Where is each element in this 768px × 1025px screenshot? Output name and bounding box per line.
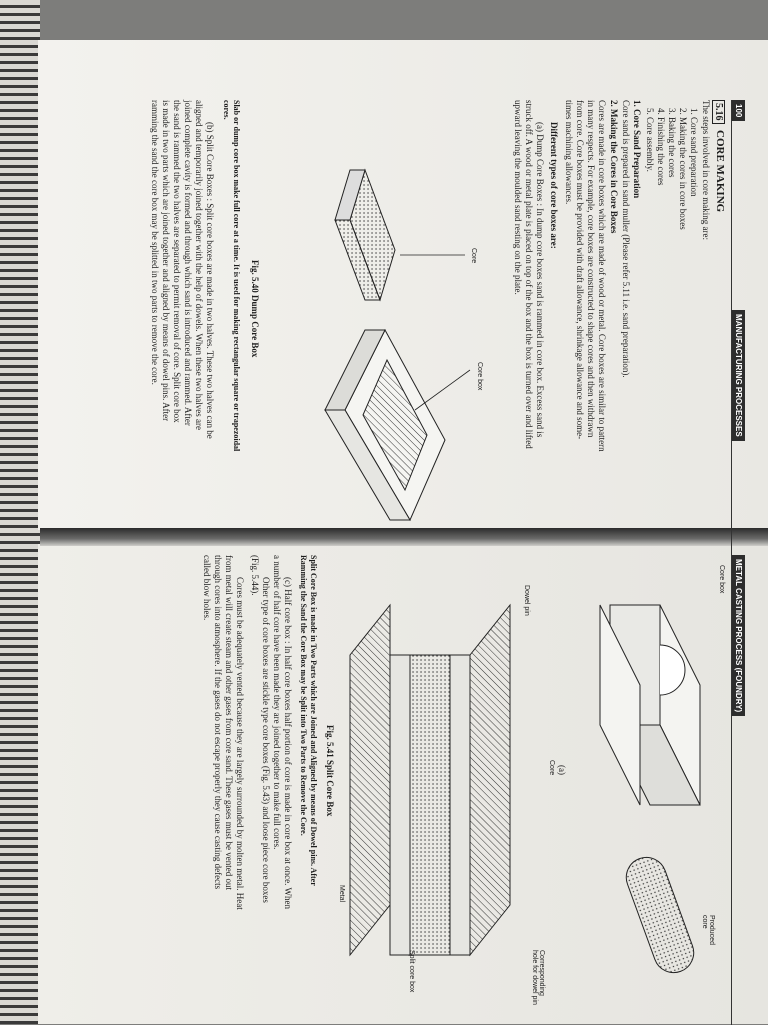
step-item: 5. Core assembly. — [645, 108, 655, 172]
page-number: 100 — [732, 100, 745, 121]
label-core-box: Core box — [718, 565, 725, 594]
label-core-box: Core box — [476, 362, 483, 391]
label-dowel-pin: Dowel pin — [523, 585, 530, 616]
types-heading: Different types of core boxes are: — [549, 122, 559, 249]
split-box-section — [350, 605, 510, 955]
paragraph-line: from metal will create steam and other gases from core sand. These gases must be vented out — [224, 555, 234, 890]
running-head: MANUFACTURING PROCESSES — [732, 310, 745, 441]
subheading-core-boxes: 2. Making the Cores in Core Boxes — [609, 100, 619, 234]
page-metal-casting-process — [25, 555, 745, 1025]
subfigure-label: (a) — [557, 765, 567, 775]
figure-note: cores. — [222, 100, 231, 120]
core-slab — [335, 170, 395, 300]
step-item: 4. Finishing the cores — [656, 108, 666, 186]
header-rule — [731, 100, 732, 570]
paragraph-line: Cores are made in core boxes which are made of wood or metal. Core boxes are similar to pattern — [597, 100, 607, 452]
paragraph-line: Cores must be adequately vented because they are largely surrounded by molten metal. Heat — [235, 577, 245, 910]
paragraph-line: upward leaving the moulded sand resting on the plate. — [513, 100, 523, 295]
dump-core-box-figure — [265, 160, 505, 540]
figure-note: Split Core Box is made in Two Parts which are Joined and Aligned by means of Dowel pins. After — [309, 555, 318, 886]
paragraph-line: struck off. A wood or metal plate is placed on top of the box and the box is turned over and lifted — [524, 100, 534, 449]
intro-text: The steps involved in core making are: — [701, 100, 711, 240]
label-split-core-box: Split core box — [408, 950, 415, 993]
paragraph-line: called blow holes. — [202, 555, 212, 621]
subheading-core-sand: 1. Core Sand Preparation — [632, 100, 642, 199]
paragraph-line: the sand is rammed the two halves are separated to permit removal of core. Split core box — [172, 100, 182, 423]
paragraph-line: through cores into atmosphere. If the gases do not escape properly they cause casting defects — [213, 555, 223, 890]
figure-caption: Fig. 5.41 Split Core Box — [325, 725, 335, 817]
paragraph-line: joined complete cavity is formed and through which sand is introduced and rammed. After — [183, 100, 193, 426]
leader-line — [415, 370, 470, 410]
label-metal: Metal — [338, 885, 345, 903]
step-item: 3. Baking the cores — [667, 108, 677, 178]
label-dowel-hole: Corresponding hole for dowel pin — [531, 950, 545, 1005]
paragraph-line: aligned and temporarily joined together with the help of dowels. When these two halves are — [194, 100, 204, 430]
step-item: 1. Core sand preparation — [689, 108, 699, 197]
figure-note: Ramming the Sand the Core Box may be Split into Two Parts to Remove the Core. — [299, 555, 308, 836]
paragraph-core-sand: Core sand is prepared in sand muller (Please refer 5.11 i.e. sand preparation). — [621, 100, 631, 378]
figure-note: Slab or dump core box make full core at a time. It is used for making rectangular square or trapezoidal — [232, 100, 241, 452]
label-core: Core — [470, 248, 477, 264]
split-core-box-figure-a — [570, 575, 720, 1005]
core-box-frame — [325, 330, 445, 520]
paragraph-line: a number of half core have been made they are joined together to make full cores. — [272, 555, 282, 850]
header-rule — [731, 555, 732, 1025]
label-produced-core: Produced core — [701, 915, 715, 945]
paragraph-line: is made in two parts which are joined together and aligned by means of dowel pins. After — [161, 100, 171, 422]
page-manufacturing-processes — [25, 100, 745, 570]
produced-core — [621, 852, 700, 978]
section-title: CORE MAKING — [714, 130, 726, 213]
paragraph-line: (Fig. 5.44). — [250, 555, 260, 596]
split-core-box-figure-b — [340, 575, 550, 1005]
section-number: 5.16 — [712, 100, 725, 124]
paragraph-line: (b) Split Core Boxes : Split core boxes are made in two halves. These two halves can be — [205, 122, 215, 439]
paragraph-line: from core. Core boxes must be provided with draft allowance, shrinkage allowance and some- — [575, 100, 585, 440]
paragraph-line: times machining allowances. — [564, 100, 574, 205]
paragraph-line: Other type of core boxes are stickle type core boxes (Fig. 5.43) and loose piece core boxes — [261, 577, 271, 903]
figure-caption: Fig. 5.40 Dump Core Box — [250, 260, 260, 358]
paragraph-line: in many respects. For example, core boxes are constructed to shape cores and then withdrawn — [586, 100, 596, 438]
core-box-halves — [600, 605, 700, 805]
paragraph-line: (c) Half core box : In half core boxes half portion of core is made in core box at once. When — [283, 577, 293, 909]
running-head: METAL CASTING PROCESS (FOUNDRY) — [732, 555, 745, 716]
step-item: 2. Making the cores in core boxes — [678, 108, 688, 230]
label-core: Core — [548, 760, 555, 776]
paragraph-line: ramming the sand the core box may be splitted in two parts to remove the core. — [150, 100, 160, 385]
paragraph-line: (a) Dump Core Boxes : In dump core boxes sand is rammed in core box. Excess sand is — [535, 122, 545, 438]
